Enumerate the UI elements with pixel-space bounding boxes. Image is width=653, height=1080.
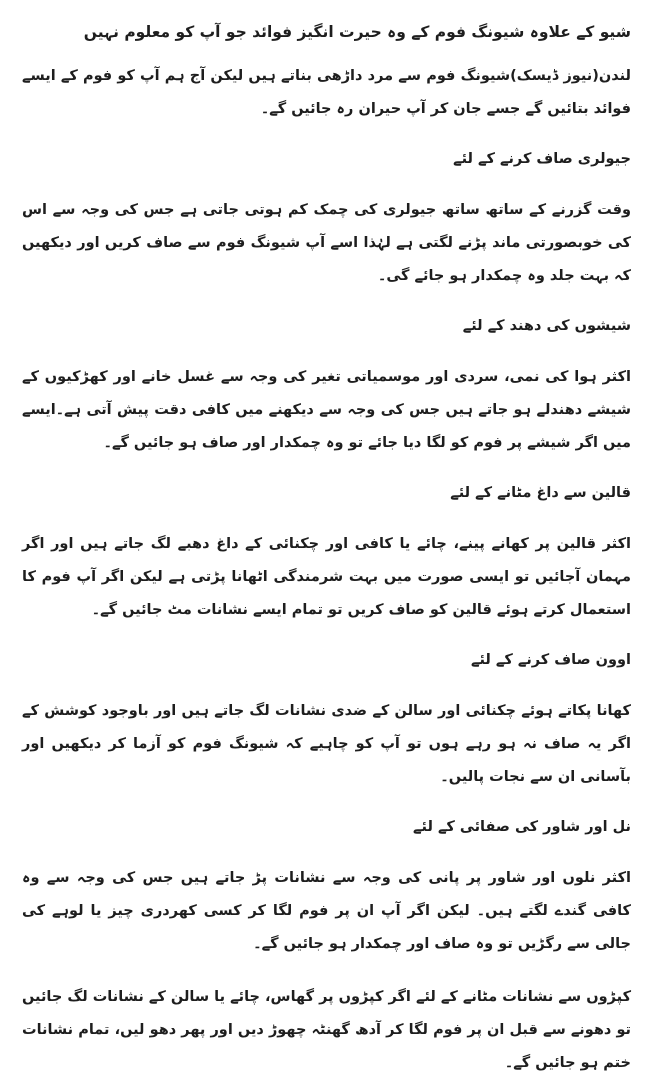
article-intro: لندن(نیوز ڈیسک)شیونگ فوم سے مرد داڑھی بناتے ہیں لیکن آج ہم آپ کو فوم کے ایسے فوائد بتائیں گے جسے جان کر آپ حیران رہ جائیں گے۔	[22, 68, 631, 117]
section-heading: اوون صاف کرنے کے لئے	[470, 652, 631, 668]
section-body: کھانا پکاتے ہوئے چکنائی اور سالن کے ضدی نشانات لگ جاتے ہیں اور باوجود کوشش کے اگر یہ صاف نہ ہو رہے ہوں تو آپ کو چاہیے کہ شیونگ فوم کو آزما کر دیکھیں اور بآسانی ان سے نجات پالیں۔	[22, 703, 631, 785]
section-tap-shower	[22, 814, 631, 961]
section-carpet-stains	[22, 480, 631, 627]
section-glass-fog	[22, 313, 631, 460]
article-closing: کپڑوں سے نشانات مٹانے کے لئے اگر کپڑوں پر گھاس، چائے یا سالن کے نشانات لگ جائیں تو دھونے سے قبل ان پر فوم لگا کر آدھ گھنٹہ چھوڑ دیں اور پھر دھو لیں، تمام نشانات ختم ہو جائیں گے۔	[22, 989, 631, 1071]
section-body: اکثر نلوں اور شاور پر پانی کی وجہ سے نشانات پڑ جاتے ہیں جس کی وجہ سے وہ کافی گندے لگتے ہیں۔ لیکن اگر آپ ان پر فوم لگا کر کسی کھردری چیز یا لوہے کی جالی سے رگڑیں تو وہ صاف اور چمکدار ہو جائیں گے۔	[22, 870, 631, 952]
section-body: اکثر قالین پر کھانے پینے، چائے یا کافی اور چکنائی کے داغ دھبے لگ جاتے ہیں اور اگر مہمان آجائیں تو ایسی صورت میں بہت شرمندگی اٹھانا پڑتی ہے لیکن اگر آپ فوم کا استعمال کرتے ہوئے قالین کو صاف کریں تو تمام ایسے نشانات مٹ جائیں گے۔	[22, 536, 631, 618]
section-body: اکثر ہوا کی نمی، سردی اور موسمیاتی تغیر کی وجہ سے غسل خانے اور کھڑکیوں کے شیشے دھندلے ہو جاتے ہیں جس کی وجہ سے دیکھنے میں کافی دقت پیش آتی ہے۔ایسے میں اگر شیشے پر فوم کو لگا دیا جائے تو وہ چمکدار اور صاف ہو جائیں گے۔	[22, 369, 631, 451]
section-body: وقت گزرنے کے ساتھ ساتھ جیولری کی چمک کم ہوتی جاتی ہے جس کی وجہ سے اس کی خوبصورتی ماند پڑنے لگتی ہے لہٰذا اسے آپ شیونگ فوم سے صاف کریں اور دیکھیں کہ بہت جلد وہ چمکدار ہو جائے گی۔	[22, 202, 631, 284]
section-heading: قالین سے داغ مٹانے کے لئے	[450, 485, 631, 501]
article-title: شیو کے علاوہ شیونگ فوم کے وہ حیرت انگیز فوائد جو آپ کو معلوم نہیں	[83, 23, 631, 41]
section-heading: شیشوں کی دھند کے لئے	[462, 318, 631, 334]
section-heading: جیولری صاف کرنے کے لئے	[453, 151, 631, 167]
section-heading: نل اور شاور کی صفائی کے لئے	[413, 819, 631, 835]
section-oven-cleaning	[22, 647, 631, 794]
section-jewelry	[22, 146, 631, 293]
